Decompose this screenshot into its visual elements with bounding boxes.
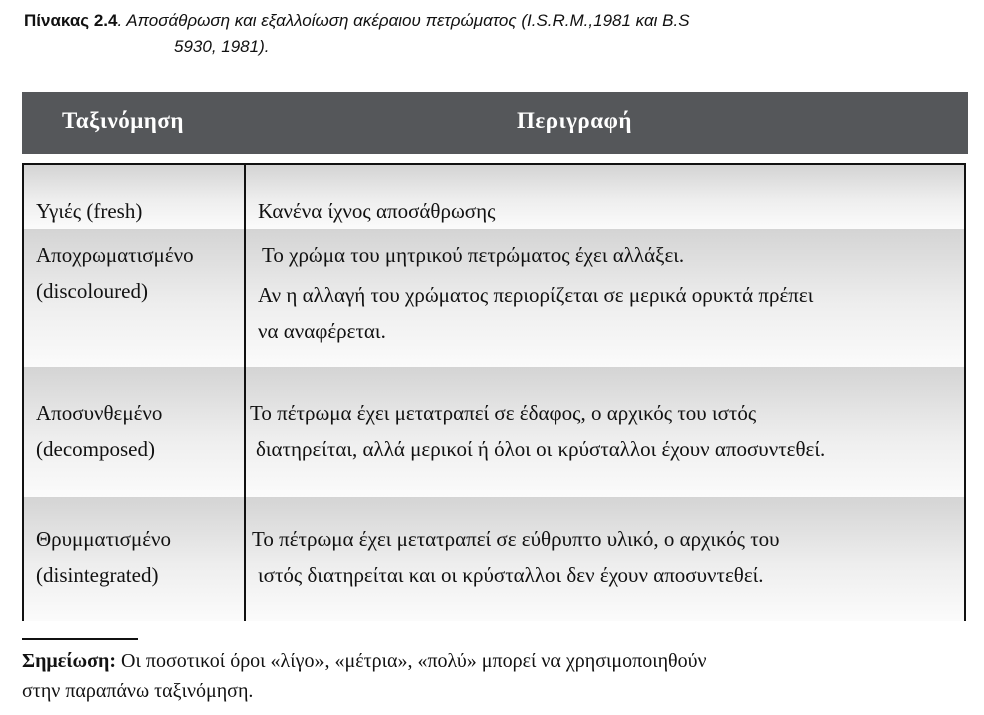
caption-title: . Αποσάθρωση και εξαλλοίωση ακέραιου πετρώματος (I.S.R.M.,1981 και B.S (117, 11, 690, 30)
table-header (22, 92, 968, 154)
desc-text: Το χρώμα του μητρικού πετρώματος έχει αλλάξει. (262, 243, 685, 267)
table-caption (24, 8, 974, 60)
desc-text: Το πέτρωμα έχει μετατραπεί σε έδαφος, ο αρχικός του ιστός (250, 401, 757, 425)
class-text: (discoloured) (36, 279, 148, 303)
caption-line-1 (24, 8, 974, 34)
table-row-decomposed (24, 367, 964, 498)
row-classification (36, 237, 194, 309)
desc-text: διατηρείται, αλλά μερικοί ή όλοι οι κρύσταλλοι έχουν αποσυντεθεί. (256, 437, 826, 461)
note-line-2: στην παραπάνω ταξινόμηση. (22, 680, 254, 702)
note-line-1 (22, 646, 972, 676)
class-text: (decomposed) (36, 437, 155, 461)
desc-text: Κανένα ίχνος αποσάθρωσης (258, 199, 496, 223)
row-description-cont (258, 277, 813, 349)
caption-line-2: 5930, 1981). (174, 37, 270, 56)
note-text: Οι ποσοτικοί όροι «λίγο», «μέτρια», «πολύ» μπορεί να χρησιμοποιηθούν (116, 650, 707, 672)
table-row-discoloured (24, 229, 964, 368)
weathering-table (22, 163, 966, 621)
class-text: Θρυμματισμένο (36, 527, 172, 551)
class-text: Αποσυνθεμένο (36, 401, 163, 425)
caption-label: Πίνακας 2.4 (24, 11, 118, 30)
table-row-fresh (24, 165, 964, 230)
row-classification (36, 521, 171, 593)
class-text: Υγιές (fresh) (36, 199, 143, 223)
desc-text: Το πέτρωμα έχει μετατραπεί σε εύθρυπτο υλικό, ο αρχικός του (252, 527, 780, 551)
header-classification: Ταξινόμηση (62, 108, 184, 133)
footnote-rule (22, 638, 138, 640)
desc-text: ιστός διατηρείται και οι κρύσταλλοι δεν έχουν αποσυντεθεί. (258, 563, 764, 587)
table-row-disintegrated (24, 497, 964, 621)
row-description (258, 193, 495, 229)
desc-text: να αναφέρεται. (258, 319, 386, 343)
row-classification (36, 193, 142, 229)
header-description: Περιγραφή (517, 108, 632, 133)
row-description (250, 395, 825, 467)
row-description (252, 521, 780, 593)
row-classification (36, 395, 162, 467)
note-label: Σημείωση: (22, 650, 117, 672)
desc-text: Αν η αλλαγή του χρώματος περιορίζεται σε μερικά ορυκτά πρέπει (258, 283, 814, 307)
class-text: (disintegrated) (36, 563, 159, 587)
footnote (22, 646, 972, 706)
row-description (262, 237, 684, 273)
column-divider (244, 165, 246, 621)
class-text: Αποχρωματισμένο (36, 243, 194, 267)
